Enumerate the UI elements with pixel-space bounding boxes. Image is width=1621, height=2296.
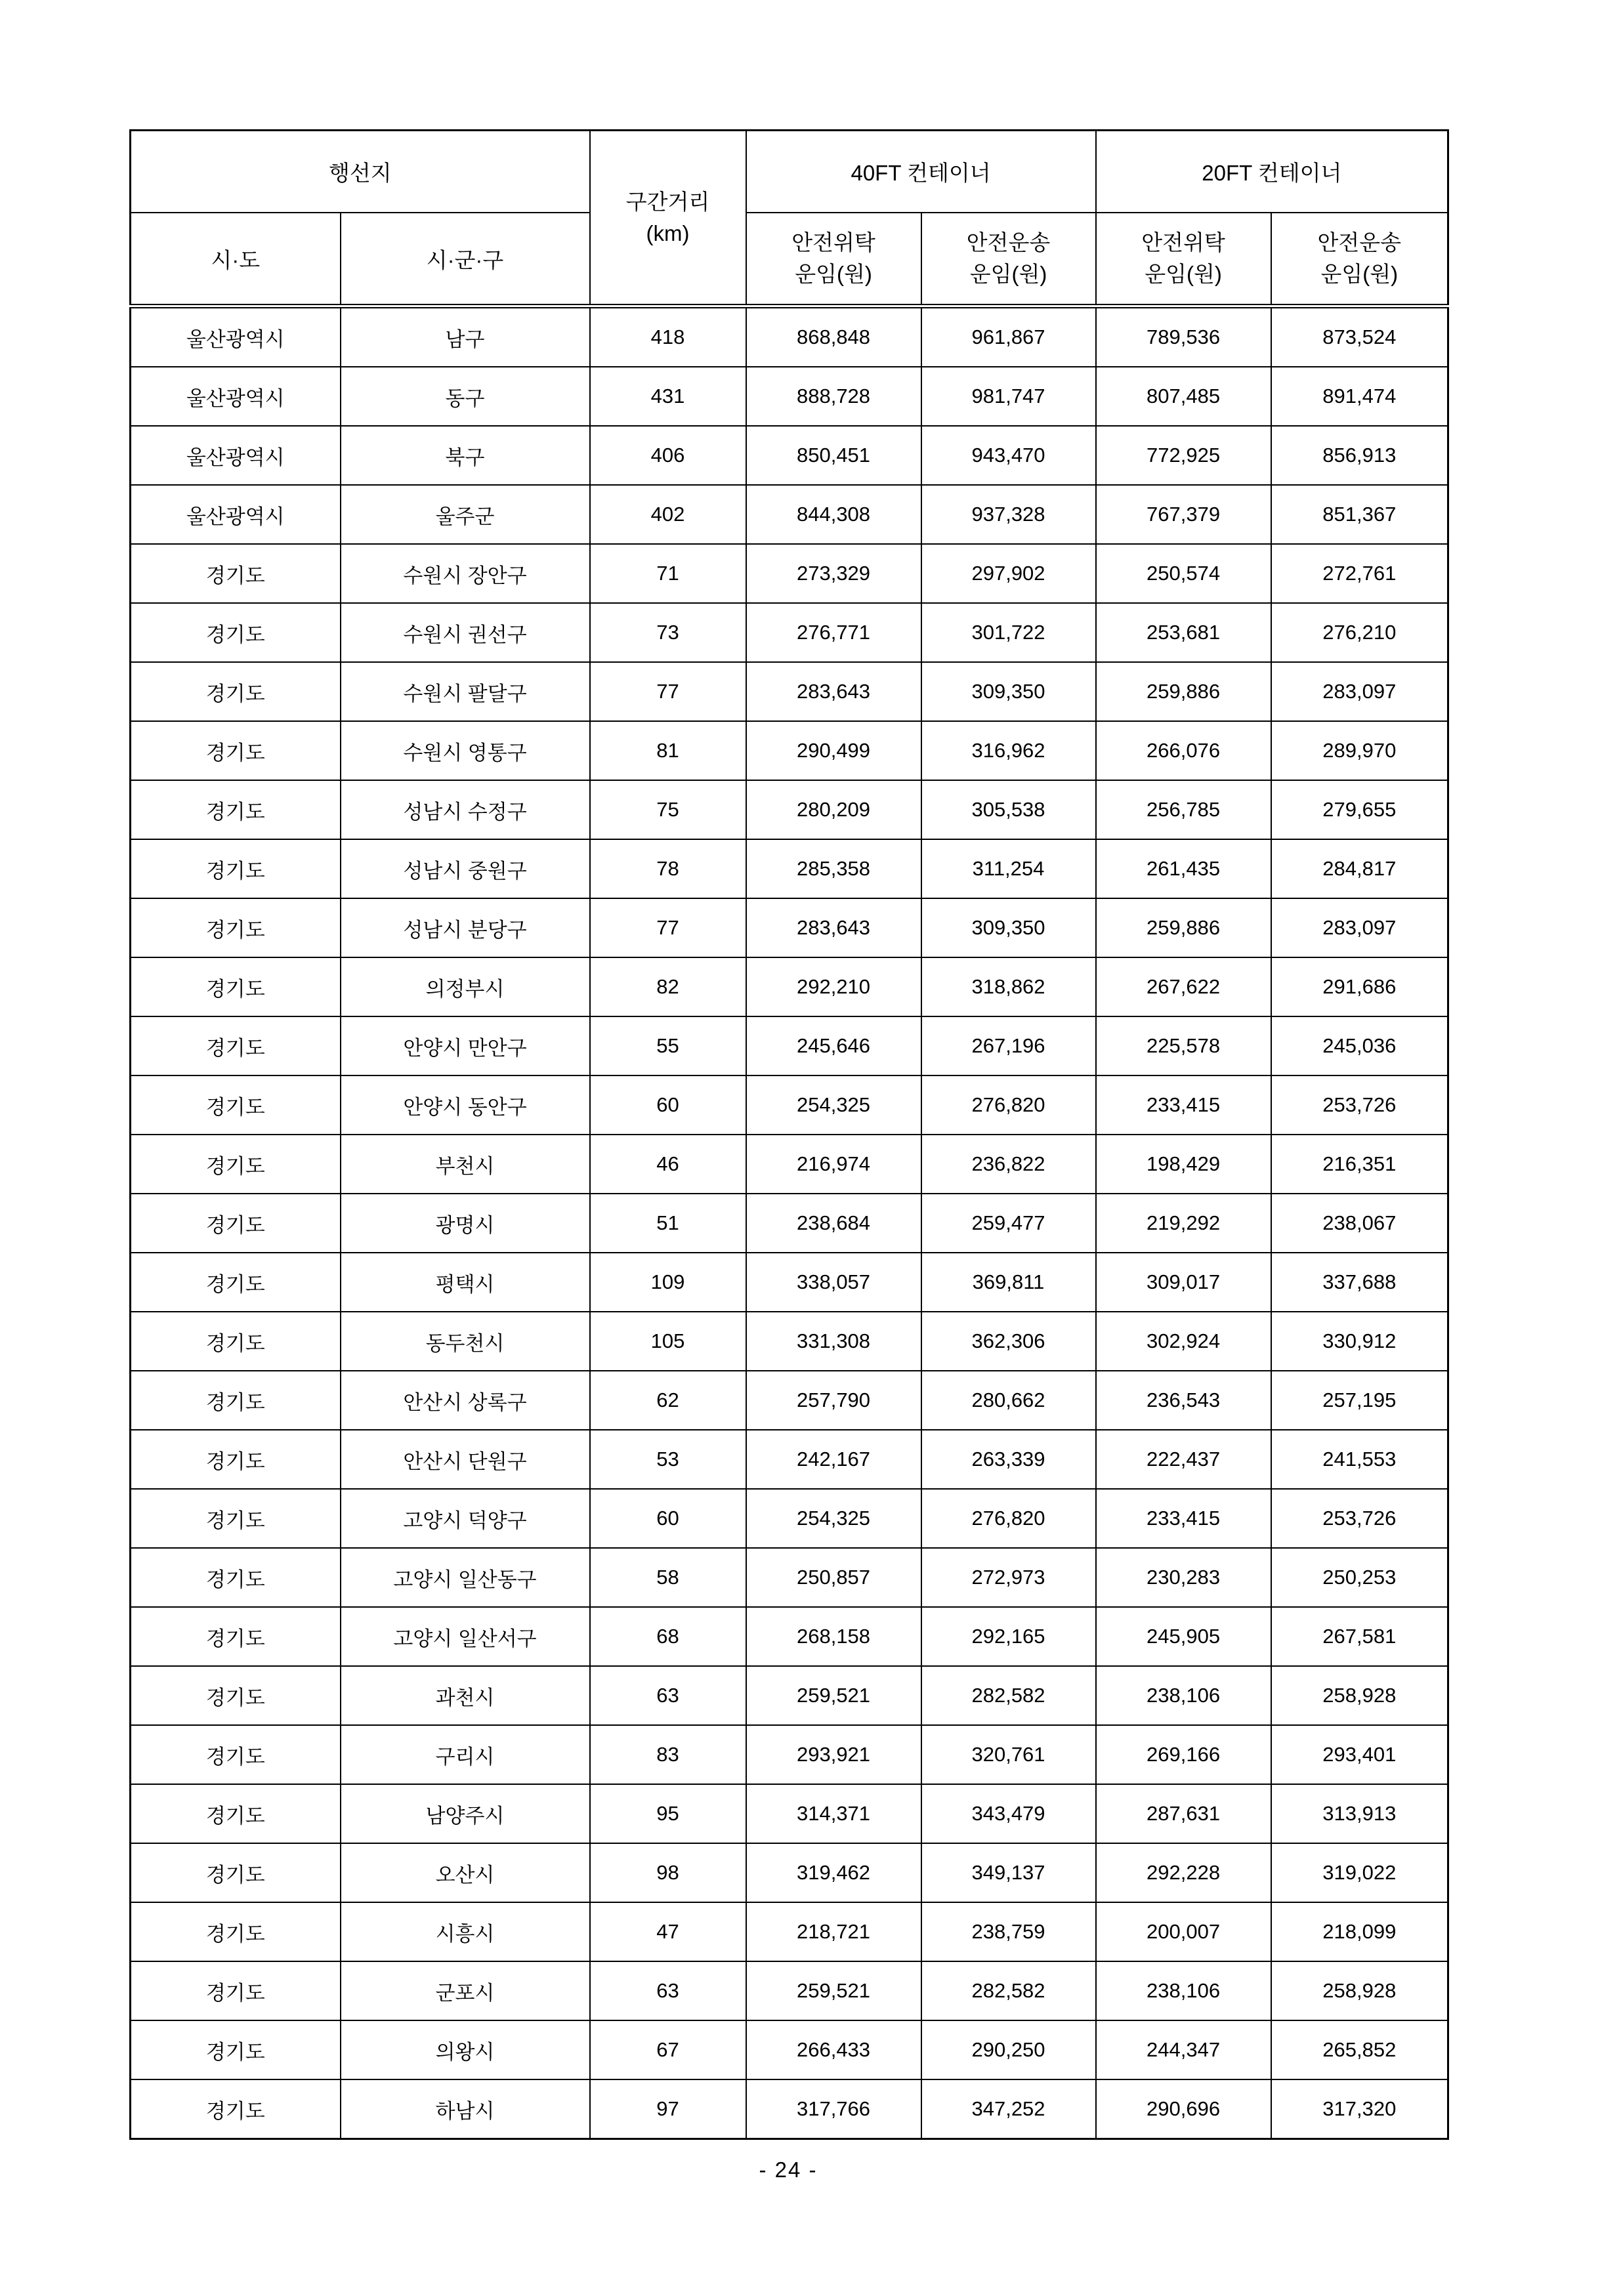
cell-40ft-consign-fee: 280,209 (746, 780, 921, 839)
cell-40ft-consign-fee: 268,158 (746, 1607, 921, 1666)
table-row (131, 662, 1448, 721)
cell-sigungu: 구리시 (341, 1725, 590, 1784)
cell-40ft-consign-fee: 290,499 (746, 721, 921, 780)
cell-distance-km: 402 (590, 485, 746, 544)
cell-20ft-consign-fee: 287,631 (1096, 1784, 1271, 1843)
table-row (131, 839, 1448, 898)
cell-sido: 경기도 (131, 1784, 341, 1843)
header-row-sub (131, 213, 1448, 306)
cell-40ft-transport-fee: 309,350 (921, 662, 1096, 721)
cell-40ft-consign-fee: 273,329 (746, 544, 921, 603)
cell-distance-km: 67 (590, 2020, 746, 2079)
cell-20ft-transport-fee: 245,036 (1271, 1016, 1448, 1075)
cell-distance-km: 83 (590, 1725, 746, 1784)
cell-sido: 경기도 (131, 898, 341, 957)
header-sido: 시·도 (131, 213, 341, 306)
cell-20ft-transport-fee: 283,097 (1271, 662, 1448, 721)
cell-20ft-transport-fee: 216,351 (1271, 1135, 1448, 1194)
cell-sido: 경기도 (131, 1961, 341, 2020)
cell-20ft-transport-fee: 317,320 (1271, 2079, 1448, 2139)
table-row (131, 426, 1448, 485)
cell-40ft-consign-fee: 250,857 (746, 1548, 921, 1607)
cell-40ft-transport-fee: 309,350 (921, 898, 1096, 957)
cell-40ft-transport-fee: 267,196 (921, 1016, 1096, 1075)
table-row (131, 1784, 1448, 1843)
header-20ft-consign-line1: 안전위탁 (1141, 230, 1225, 255)
cell-sido: 경기도 (131, 1548, 341, 1607)
cell-40ft-consign-fee: 242,167 (746, 1430, 921, 1489)
cell-20ft-transport-fee: 267,581 (1271, 1607, 1448, 1666)
cell-40ft-transport-fee: 347,252 (921, 2079, 1096, 2139)
cell-40ft-consign-fee: 844,308 (746, 485, 921, 544)
cell-sigungu: 성남시 수정구 (341, 780, 590, 839)
cell-20ft-consign-fee: 261,435 (1096, 839, 1271, 898)
cell-40ft-consign-fee: 254,325 (746, 1489, 921, 1548)
cell-20ft-consign-fee: 290,696 (1096, 2079, 1271, 2139)
cell-sido: 경기도 (131, 1902, 341, 1961)
cell-distance-km: 51 (590, 1194, 746, 1253)
cell-40ft-transport-fee: 362,306 (921, 1312, 1096, 1371)
cell-20ft-consign-fee: 259,886 (1096, 898, 1271, 957)
cell-40ft-consign-fee: 266,433 (746, 2020, 921, 2079)
cell-20ft-consign-fee: 302,924 (1096, 1312, 1271, 1371)
header-20ft-transport-fee (1271, 213, 1448, 306)
table-row (131, 957, 1448, 1016)
cell-40ft-consign-fee: 245,646 (746, 1016, 921, 1075)
header-40ft-transport-fee (921, 213, 1096, 306)
cell-40ft-consign-fee: 868,848 (746, 306, 921, 367)
table-row (131, 1961, 1448, 2020)
cell-20ft-transport-fee: 284,817 (1271, 839, 1448, 898)
cell-20ft-transport-fee: 265,852 (1271, 2020, 1448, 2079)
cell-sigungu: 수원시 권선구 (341, 603, 590, 662)
cell-20ft-consign-fee: 236,543 (1096, 1371, 1271, 1430)
header-20ft-transport-line2: 운임(원) (1320, 262, 1399, 286)
cell-sigungu: 군포시 (341, 1961, 590, 2020)
cell-20ft-consign-fee: 233,415 (1096, 1489, 1271, 1548)
table-row (131, 1194, 1448, 1253)
cell-sigungu: 고양시 일산서구 (341, 1607, 590, 1666)
cell-distance-km: 431 (590, 367, 746, 426)
cell-20ft-transport-fee: 250,253 (1271, 1548, 1448, 1607)
cell-20ft-consign-fee: 772,925 (1096, 426, 1271, 485)
cell-sigungu: 안산시 상록구 (341, 1371, 590, 1430)
cell-20ft-consign-fee: 238,106 (1096, 1666, 1271, 1725)
cell-40ft-transport-fee: 259,477 (921, 1194, 1096, 1253)
table-row (131, 1430, 1448, 1489)
cell-distance-km: 71 (590, 544, 746, 603)
cell-20ft-transport-fee: 257,195 (1271, 1371, 1448, 1430)
cell-40ft-consign-fee: 331,308 (746, 1312, 921, 1371)
table-row (131, 1371, 1448, 1430)
cell-20ft-consign-fee: 245,905 (1096, 1607, 1271, 1666)
cell-20ft-transport-fee: 218,099 (1271, 1902, 1448, 1961)
cell-distance-km: 95 (590, 1784, 746, 1843)
cell-40ft-transport-fee: 238,759 (921, 1902, 1096, 1961)
cell-20ft-transport-fee: 279,655 (1271, 780, 1448, 839)
cell-sigungu: 의정부시 (341, 957, 590, 1016)
cell-distance-km: 109 (590, 1253, 746, 1312)
cell-40ft-transport-fee: 272,973 (921, 1548, 1096, 1607)
cell-20ft-consign-fee: 222,437 (1096, 1430, 1271, 1489)
cell-40ft-consign-fee: 216,974 (746, 1135, 921, 1194)
header-40ft-container: 40FT 컨테이너 (746, 131, 1096, 213)
cell-40ft-transport-fee: 305,538 (921, 780, 1096, 839)
cell-sido: 경기도 (131, 1253, 341, 1312)
cell-sigungu: 수원시 영통구 (341, 721, 590, 780)
cell-20ft-consign-fee: 267,622 (1096, 957, 1271, 1016)
cell-40ft-consign-fee: 283,643 (746, 662, 921, 721)
cell-20ft-consign-fee: 309,017 (1096, 1253, 1271, 1312)
header-40ft-transport-line1: 안전운송 (966, 230, 1051, 255)
header-20ft-transport-line1: 안전운송 (1317, 230, 1402, 255)
table-row (131, 603, 1448, 662)
cell-40ft-transport-fee: 276,820 (921, 1075, 1096, 1135)
table-row (131, 1075, 1448, 1135)
cell-20ft-consign-fee: 230,283 (1096, 1548, 1271, 1607)
cell-distance-km: 98 (590, 1843, 746, 1902)
cell-40ft-transport-fee: 343,479 (921, 1784, 1096, 1843)
table-row (131, 1843, 1448, 1902)
cell-distance-km: 77 (590, 662, 746, 721)
cell-20ft-transport-fee: 289,970 (1271, 721, 1448, 780)
cell-distance-km: 97 (590, 2079, 746, 2139)
cell-40ft-consign-fee: 292,210 (746, 957, 921, 1016)
table-row (131, 1725, 1448, 1784)
table-row (131, 367, 1448, 426)
cell-40ft-consign-fee: 257,790 (746, 1371, 921, 1430)
cell-20ft-consign-fee: 233,415 (1096, 1075, 1271, 1135)
cell-sido: 경기도 (131, 1194, 341, 1253)
cell-20ft-consign-fee: 219,292 (1096, 1194, 1271, 1253)
cell-40ft-transport-fee: 320,761 (921, 1725, 1096, 1784)
cell-20ft-transport-fee: 856,913 (1271, 426, 1448, 485)
cell-sigungu: 고양시 일산동구 (341, 1548, 590, 1607)
cell-40ft-transport-fee: 316,962 (921, 721, 1096, 780)
cell-sigungu: 의왕시 (341, 2020, 590, 2079)
table-row (131, 1607, 1448, 1666)
cell-sigungu: 평택시 (341, 1253, 590, 1312)
cell-sido: 경기도 (131, 2020, 341, 2079)
table-row (131, 721, 1448, 780)
cell-40ft-transport-fee: 961,867 (921, 306, 1096, 367)
cell-20ft-consign-fee: 789,536 (1096, 306, 1271, 367)
cell-40ft-transport-fee: 282,582 (921, 1666, 1096, 1725)
cell-40ft-consign-fee: 259,521 (746, 1666, 921, 1725)
cell-distance-km: 78 (590, 839, 746, 898)
cell-sido: 경기도 (131, 1666, 341, 1725)
cell-20ft-consign-fee: 269,166 (1096, 1725, 1271, 1784)
cell-sigungu: 남구 (341, 306, 590, 367)
header-20ft-consign-fee (1096, 213, 1271, 306)
cell-40ft-consign-fee: 850,451 (746, 426, 921, 485)
cell-distance-km: 60 (590, 1075, 746, 1135)
cell-sido: 경기도 (131, 957, 341, 1016)
cell-distance-km: 46 (590, 1135, 746, 1194)
cell-sido: 경기도 (131, 1016, 341, 1075)
table-row (131, 1666, 1448, 1725)
cell-sido: 경기도 (131, 1312, 341, 1371)
cell-20ft-consign-fee: 292,228 (1096, 1843, 1271, 1902)
cell-sigungu: 수원시 장안구 (341, 544, 590, 603)
header-20ft-consign-line2: 운임(원) (1145, 262, 1222, 286)
cell-40ft-consign-fee: 319,462 (746, 1843, 921, 1902)
cell-20ft-consign-fee: 250,574 (1096, 544, 1271, 603)
cell-20ft-transport-fee: 337,688 (1271, 1253, 1448, 1312)
cell-sigungu: 안양시 동안구 (341, 1075, 590, 1135)
cell-20ft-transport-fee: 291,686 (1271, 957, 1448, 1016)
cell-20ft-consign-fee: 256,785 (1096, 780, 1271, 839)
cell-20ft-transport-fee: 851,367 (1271, 485, 1448, 544)
cell-40ft-transport-fee: 280,662 (921, 1371, 1096, 1430)
cell-sido: 경기도 (131, 1075, 341, 1135)
table-row (131, 1312, 1448, 1371)
table-row (131, 2020, 1448, 2079)
cell-40ft-consign-fee: 254,325 (746, 1075, 921, 1135)
cell-40ft-transport-fee: 349,137 (921, 1843, 1096, 1902)
cell-40ft-consign-fee: 238,684 (746, 1194, 921, 1253)
cell-40ft-consign-fee: 285,358 (746, 839, 921, 898)
cell-40ft-transport-fee: 318,862 (921, 957, 1096, 1016)
cell-distance-km: 62 (590, 1371, 746, 1430)
cell-distance-km: 105 (590, 1312, 746, 1371)
cell-sigungu: 북구 (341, 426, 590, 485)
cell-distance-km: 418 (590, 306, 746, 367)
cell-distance-km: 68 (590, 1607, 746, 1666)
page-number: - 24 - (759, 2158, 818, 2182)
cell-distance-km: 63 (590, 1961, 746, 2020)
cell-40ft-transport-fee: 290,250 (921, 2020, 1096, 2079)
cell-20ft-transport-fee: 253,726 (1271, 1075, 1448, 1135)
cell-20ft-transport-fee: 241,553 (1271, 1430, 1448, 1489)
cell-20ft-transport-fee: 330,912 (1271, 1312, 1448, 1371)
cell-sido: 경기도 (131, 2079, 341, 2139)
cell-40ft-transport-fee: 292,165 (921, 1607, 1096, 1666)
cell-20ft-consign-fee: 253,681 (1096, 603, 1271, 662)
cell-20ft-consign-fee: 259,886 (1096, 662, 1271, 721)
cell-40ft-transport-fee: 301,722 (921, 603, 1096, 662)
cell-distance-km: 47 (590, 1902, 746, 1961)
cell-40ft-consign-fee: 338,057 (746, 1253, 921, 1312)
cell-40ft-transport-fee: 369,811 (921, 1253, 1096, 1312)
cell-distance-km: 75 (590, 780, 746, 839)
cell-sigungu: 안양시 만안구 (341, 1016, 590, 1075)
header-20ft-container: 20FT 컨테이너 (1096, 131, 1448, 213)
cell-sido: 경기도 (131, 780, 341, 839)
cell-20ft-consign-fee: 244,347 (1096, 2020, 1271, 2079)
cell-sido: 경기도 (131, 544, 341, 603)
cell-distance-km: 55 (590, 1016, 746, 1075)
header-sigungu: 시·군·구 (341, 213, 590, 306)
cell-distance-km: 406 (590, 426, 746, 485)
cell-20ft-transport-fee: 319,022 (1271, 1843, 1448, 1902)
header-40ft-consign-line1: 안전위탁 (791, 230, 875, 255)
cell-sido: 울산광역시 (131, 426, 341, 485)
cell-sido: 경기도 (131, 1430, 341, 1489)
cell-sigungu: 동구 (341, 367, 590, 426)
cell-distance-km: 82 (590, 957, 746, 1016)
cell-sigungu: 광명시 (341, 1194, 590, 1253)
cell-20ft-consign-fee: 225,578 (1096, 1016, 1271, 1075)
header-40ft-consign-fee (746, 213, 921, 306)
cell-sigungu: 수원시 팔달구 (341, 662, 590, 721)
cell-sigungu: 부천시 (341, 1135, 590, 1194)
cell-distance-km: 63 (590, 1666, 746, 1725)
cell-sigungu: 남양주시 (341, 1784, 590, 1843)
cell-40ft-transport-fee: 311,254 (921, 839, 1096, 898)
cell-sido: 경기도 (131, 662, 341, 721)
cell-20ft-consign-fee: 198,429 (1096, 1135, 1271, 1194)
table-row (131, 544, 1448, 603)
table-row (131, 1135, 1448, 1194)
cell-sido: 경기도 (131, 1607, 341, 1666)
cell-sigungu: 성남시 중원구 (341, 839, 590, 898)
cell-distance-km: 73 (590, 603, 746, 662)
cell-40ft-consign-fee: 314,371 (746, 1784, 921, 1843)
cell-sigungu: 과천시 (341, 1666, 590, 1725)
cell-20ft-transport-fee: 253,726 (1271, 1489, 1448, 1548)
header-distance-km (590, 131, 746, 306)
header-row-top (131, 131, 1448, 213)
cell-40ft-consign-fee: 218,721 (746, 1902, 921, 1961)
cell-sido: 경기도 (131, 839, 341, 898)
cell-40ft-transport-fee: 297,902 (921, 544, 1096, 603)
cell-40ft-transport-fee: 943,470 (921, 426, 1096, 485)
cell-20ft-transport-fee: 276,210 (1271, 603, 1448, 662)
cell-sido: 경기도 (131, 1371, 341, 1430)
table-row (131, 306, 1448, 367)
cell-sido: 경기도 (131, 1725, 341, 1784)
table-row (131, 1016, 1448, 1075)
cell-20ft-transport-fee: 272,761 (1271, 544, 1448, 603)
cell-20ft-consign-fee: 266,076 (1096, 721, 1271, 780)
cell-40ft-transport-fee: 981,747 (921, 367, 1096, 426)
cell-20ft-transport-fee: 258,928 (1271, 1961, 1448, 2020)
cell-40ft-transport-fee: 937,328 (921, 485, 1096, 544)
cell-40ft-consign-fee: 293,921 (746, 1725, 921, 1784)
cell-sido: 울산광역시 (131, 306, 341, 367)
cell-sido: 울산광역시 (131, 485, 341, 544)
cell-distance-km: 81 (590, 721, 746, 780)
cell-20ft-transport-fee: 293,401 (1271, 1725, 1448, 1784)
cell-sido: 경기도 (131, 1489, 341, 1548)
table-row (131, 1548, 1448, 1607)
cell-sigungu: 동두천시 (341, 1312, 590, 1371)
cell-20ft-transport-fee: 891,474 (1271, 367, 1448, 426)
cell-distance-km: 53 (590, 1430, 746, 1489)
cell-40ft-transport-fee: 263,339 (921, 1430, 1096, 1489)
cell-20ft-consign-fee: 767,379 (1096, 485, 1271, 544)
cell-40ft-transport-fee: 282,582 (921, 1961, 1096, 2020)
cell-20ft-transport-fee: 313,913 (1271, 1784, 1448, 1843)
cell-40ft-transport-fee: 236,822 (921, 1135, 1096, 1194)
table-row (131, 1489, 1448, 1548)
cell-40ft-transport-fee: 276,820 (921, 1489, 1096, 1548)
header-distance-line1: 구간거리 (625, 189, 710, 214)
cell-sido: 울산광역시 (131, 367, 341, 426)
cell-sigungu: 시흥시 (341, 1902, 590, 1961)
cell-sido: 경기도 (131, 603, 341, 662)
header-distance-line2: (km) (646, 220, 690, 245)
table-row (131, 780, 1448, 839)
cell-sigungu: 성남시 분당구 (341, 898, 590, 957)
header-destination: 행선지 (131, 131, 590, 213)
cell-40ft-consign-fee: 259,521 (746, 1961, 921, 2020)
table-body (131, 306, 1448, 2139)
header-40ft-consign-line2: 운임(원) (795, 262, 872, 286)
cell-20ft-consign-fee: 807,485 (1096, 367, 1271, 426)
cell-sido: 경기도 (131, 1135, 341, 1194)
cell-sido: 경기도 (131, 1843, 341, 1902)
cell-sigungu: 고양시 덕양구 (341, 1489, 590, 1548)
cell-40ft-consign-fee: 283,643 (746, 898, 921, 957)
cell-20ft-transport-fee: 258,928 (1271, 1666, 1448, 1725)
table-row (131, 485, 1448, 544)
cell-sigungu: 울주군 (341, 485, 590, 544)
cell-40ft-consign-fee: 888,728 (746, 367, 921, 426)
cell-20ft-consign-fee: 200,007 (1096, 1902, 1271, 1961)
header-40ft-transport-line2: 운임(원) (969, 262, 1047, 286)
cell-20ft-consign-fee: 238,106 (1096, 1961, 1271, 2020)
cell-distance-km: 58 (590, 1548, 746, 1607)
cell-distance-km: 60 (590, 1489, 746, 1548)
cell-sigungu: 오산시 (341, 1843, 590, 1902)
cell-distance-km: 77 (590, 898, 746, 957)
table-row (131, 1902, 1448, 1961)
cell-40ft-consign-fee: 317,766 (746, 2079, 921, 2139)
cell-sigungu: 하남시 (341, 2079, 590, 2139)
table-row (131, 1253, 1448, 1312)
table-row (131, 898, 1448, 957)
container-freight-rate-table (129, 129, 1449, 2140)
cell-20ft-transport-fee: 873,524 (1271, 306, 1448, 367)
cell-sido: 경기도 (131, 721, 341, 780)
cell-20ft-transport-fee: 283,097 (1271, 898, 1448, 957)
cell-40ft-consign-fee: 276,771 (746, 603, 921, 662)
table-row (131, 2079, 1448, 2139)
cell-20ft-transport-fee: 238,067 (1271, 1194, 1448, 1253)
table-header (131, 131, 1448, 306)
cell-sigungu: 안산시 단원구 (341, 1430, 590, 1489)
